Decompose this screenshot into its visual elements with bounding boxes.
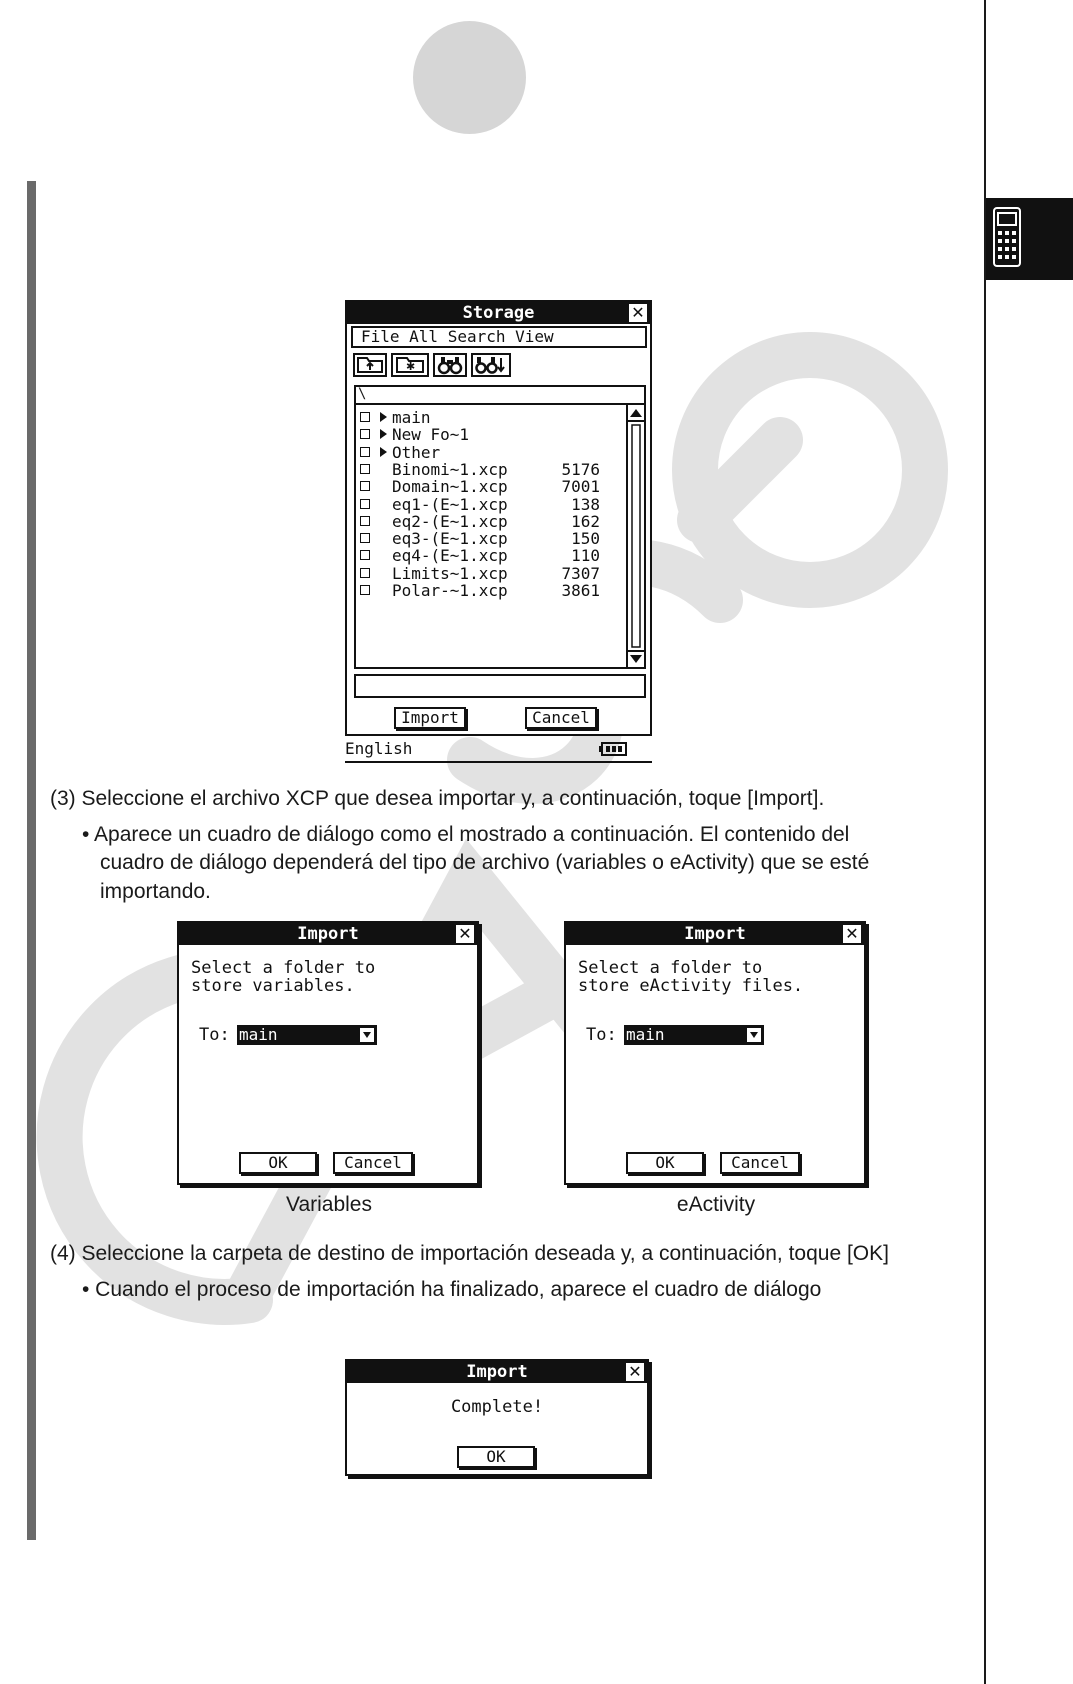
file-name: Domain~1.xcp [392,477,508,497]
battery-icon [598,741,628,757]
folder-select-value: main [239,1025,278,1044]
caption-variables: Variables [286,1193,372,1216]
close-icon[interactable]: ✕ [843,925,861,943]
folder-expand-icon[interactable] [380,429,387,439]
list-item[interactable] [360,547,622,564]
file-name: Other [392,442,441,462]
close-icon[interactable]: ✕ [626,1363,644,1381]
import-variables-title: Import [179,923,477,945]
chevron-down-icon[interactable] [746,1027,762,1043]
chevron-down-icon[interactable] [359,1027,375,1043]
file-size: 150 [571,529,600,549]
file-size: 138 [571,494,600,514]
import-button[interactable]: Import [394,707,466,729]
import-complete-dialog [345,1359,649,1476]
file-name: Limits~1.xcp [392,563,508,583]
close-icon[interactable]: ✕ [629,304,647,322]
list-item[interactable] [360,478,622,495]
new-folder-icon[interactable] [391,353,429,377]
status-bar-line [345,761,652,763]
file-list[interactable] [354,403,646,669]
folder-expand-icon[interactable] [380,412,387,422]
step-3-bullet-line-1: • Aparece un cuadro de diálogo como el mostrado a continuación. El contenido del [82,823,850,846]
folder-up-icon[interactable] [353,353,387,377]
ok-button[interactable]: OK [457,1446,535,1468]
file-name: eq1-(E~1.xcp [392,494,508,514]
file-name: New Fo~1 [392,425,470,445]
list-item[interactable] [360,582,622,599]
file-name: main [392,408,431,427]
to-label: To: [199,1025,230,1045]
checkbox[interactable] [360,499,370,509]
checkbox[interactable] [360,568,370,578]
checkbox[interactable] [360,585,370,595]
page-marker-circle [413,21,526,134]
ok-button[interactable]: OK [239,1152,317,1174]
step-3-bullet-line-2: cuadro de diálogo dependerá del tipo de archivo (variables o eActivity) que se esté [100,851,870,874]
file-name: Binomi~1.xcp [392,459,508,479]
storage-title: Storage [347,302,650,324]
step-3-text: (3) Seleccione el archivo XCP que desea importar y, a continuación, toque [Import]. [50,787,825,810]
list-item[interactable] [360,409,622,426]
folder-expand-icon[interactable] [380,447,387,457]
cancel-button[interactable]: Cancel [525,707,597,729]
section-bar [27,181,36,1540]
file-size: 3861 [561,581,600,600]
checkbox[interactable] [360,412,370,422]
checkbox[interactable] [360,550,370,560]
step-4-text: (4) Seleccione la carpeta de destino de importación deseada y, a continuación, toque [OK] [50,1242,889,1265]
to-label: To: [586,1025,617,1045]
file-size: 7307 [561,563,600,583]
search-icon[interactable] [433,353,467,377]
checkbox[interactable] [360,429,370,439]
file-size: 5176 [561,459,600,479]
import-eactivity-title: Import [566,923,864,945]
file-name: eq2-(E~1.xcp [392,511,508,531]
chapter-tab [986,198,1073,280]
file-name: Polar-~1.xcp [392,581,508,600]
file-size: 110 [571,546,600,566]
file-name: eq4-(E~1.xcp [392,546,508,566]
cancel-button[interactable]: Cancel [333,1152,413,1174]
list-item[interactable] [360,426,622,443]
svg-text:✱: ✱ [406,360,416,373]
checkbox[interactable] [360,481,370,491]
import-variables-message: Select a folder to store variables. [191,958,376,996]
list-item[interactable] [360,513,622,530]
folder-select-value: main [626,1025,665,1044]
import-complete-message: Complete! [450,1397,544,1417]
filename-field[interactable] [354,674,646,698]
import-eactivity-message: Select a folder to store eActivity files. [578,958,804,996]
checkbox[interactable] [360,447,370,457]
close-icon[interactable]: ✕ [456,925,474,943]
import-complete-title: Import [347,1361,647,1383]
cancel-button[interactable]: Cancel [720,1152,800,1174]
import-variables-dialog [177,921,479,1185]
ok-button[interactable]: OK [626,1152,704,1174]
step-4-bullet: • Cuando el proceso de importación ha finalizado, aparece el cuadro de diálogo [82,1278,822,1301]
calculator-icon [993,207,1021,267]
list-item[interactable] [360,565,622,582]
file-name: eq3-(E~1.xcp [392,529,508,549]
step-3-bullet-line-3: importando. [100,880,211,903]
checkbox[interactable] [360,533,370,543]
file-size: 162 [571,511,600,531]
storage-menubar[interactable]: File All Search View [351,326,647,348]
checkbox[interactable] [360,516,370,526]
list-item[interactable] [360,496,622,513]
path-field: \ [354,385,646,405]
list-item[interactable] [360,530,622,547]
storage-dialog [345,300,652,736]
list-item[interactable] [360,444,622,461]
list-item[interactable] [360,461,622,478]
folder-select[interactable] [237,1025,377,1045]
folder-select[interactable] [624,1025,764,1045]
status-language[interactable]: English [345,739,413,758]
file-size: 7001 [561,477,600,497]
caption-eactivity: eActivity [676,1193,756,1216]
import-eactivity-dialog [564,921,866,1185]
list-scrollbar[interactable] [626,405,644,667]
search-all-icon[interactable] [471,353,511,377]
checkbox[interactable] [360,464,370,474]
